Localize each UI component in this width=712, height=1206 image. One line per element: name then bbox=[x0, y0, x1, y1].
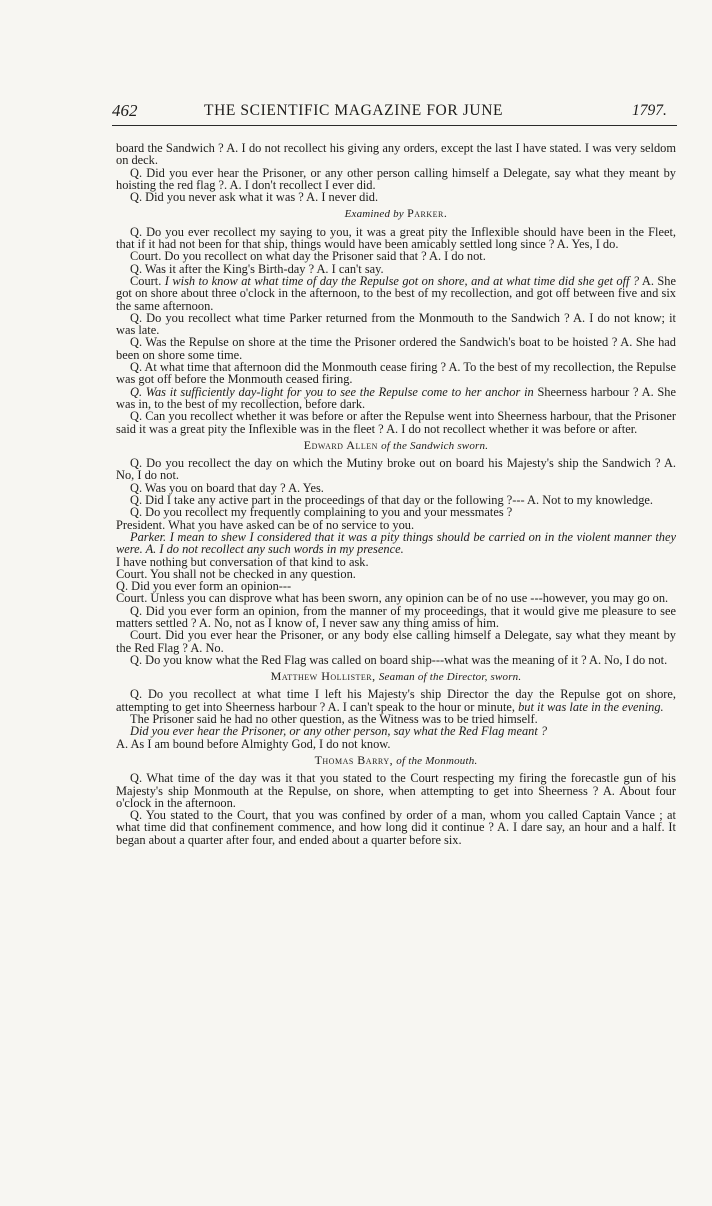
paragraph: Court. Did you ever hear the Prisoner, or any body else calling himself a Delegate, say what they meant by the Red Flag ? A. No. bbox=[116, 628, 676, 655]
section-heading bbox=[116, 670, 676, 683]
paragraph: Q. Did I take any active part in the proceedings of that day or the following ?--- A. Not to my knowledge. bbox=[130, 493, 654, 508]
answer-text: Sheerness harbour ? A. She was in, to the best of my recollection, before dark. bbox=[116, 384, 677, 411]
heading-label: of the Sandwich sworn. bbox=[381, 439, 489, 452]
paragraph: Q. You stated to the Court, that you was confined by order of a man, whom you called Captain Vance ; at what time did that confinement commence, and how long did it continue ? A. I dare say, an hour and a half. It began about a quarter after four, and ended about a quarter before six. bbox=[116, 808, 676, 847]
paragraph: Q. Do you recollect what time Parker returned from the Monmouth to the Sandwich ? A. I do not know; it was late. bbox=[116, 310, 676, 338]
paragraph: Q. Can you recollect whether it was before or after the Repulse went into Sheerness harbour, that the Prisoner said it was a great pity the Inflexible was in the fleet ? A. I do not recollect whether it was before or after. bbox=[116, 409, 676, 436]
heading-label: of the Monmouth. bbox=[396, 754, 478, 767]
speaker-label: Court. bbox=[130, 273, 162, 288]
paragraph: Q. Was the Repulse on shore at the time the Prisoner ordered the Sandwich's boat to be hoisted ? A. She had been on shore some time. bbox=[116, 335, 676, 362]
heading-name: Parker. bbox=[407, 206, 448, 221]
paragraph: Q. Did you ever form an opinion, from the manner of my proceedings, that it would give me pleasure to see matters settled ? A. No, not as I know of, I never saw any thing amiss of him. bbox=[116, 603, 676, 630]
paragraph: Q. Do you recollect my frequently complaining to you and your messmates ? bbox=[130, 505, 513, 520]
paragraph: Parker. I mean to shew I considered that it was a pity things should be carried on in the violent manner they were. A. I do not recollect any such words in my presence. bbox=[116, 529, 676, 557]
paragraph: Q. Do you recollect the day on which the Mutiny broke out on board his Majesty's ship the Sandwich ? A. No, I do not. bbox=[116, 456, 676, 483]
running-title-year: 1797. bbox=[632, 102, 667, 119]
italic-question: I wish to know at what time of day the Repulse got on shore, and at what time did she get off ? bbox=[164, 273, 640, 288]
paragraph: Q. Was it after the King's Birth-day ? A. I can't say. bbox=[130, 261, 384, 276]
paragraph: Court. You shall not be checked in any question. bbox=[116, 566, 356, 581]
section-heading bbox=[116, 439, 676, 452]
paragraph: President. What you have asked can be of no service to you. bbox=[116, 517, 415, 532]
heading-name: Matthew Hollister, bbox=[270, 669, 376, 684]
paragraph bbox=[116, 688, 676, 713]
page-header bbox=[112, 101, 677, 126]
heading-name: Edward Allen bbox=[303, 437, 378, 452]
paragraph: Q. Did you never ask what it was ? A. I never did. bbox=[130, 190, 379, 205]
paragraph: Court. Do you recollect on what day the Prisoner said that ? A. I do not. bbox=[130, 249, 486, 264]
section-heading bbox=[116, 754, 676, 767]
heading-name: Thomas Barry, bbox=[314, 752, 394, 767]
paragraph: Q. What time of the day was it that you stated to the Court respecting my firing the forecastle gun of his Majesty's ship Monmouth at the Repulse, on shore, when attempting to get into Sheerness ? A. About four o'clock in the afternoon. bbox=[116, 771, 676, 810]
answer-text: A. She got on shore about three o'clock in the afternoon, to the best of my recollection, and got off between five and six the same afternoon. bbox=[116, 273, 676, 313]
paragraph: Q. Do you know what the Red Flag was called on board ship---what was the meaning of it ? A. No, I do not. bbox=[130, 652, 668, 667]
paragraph: Q. Do you ever recollect my saying to you, it was a great pity the Inflexible should have been in the Fleet, that if it had not been for that ship, things would have been amicably settled long since ? A. Yes, I do. bbox=[116, 224, 676, 252]
paragraph: I have nothing but conversation of that kind to ask. bbox=[116, 554, 369, 569]
article-body bbox=[116, 142, 676, 846]
paragraph bbox=[116, 386, 676, 411]
paragraph: board the Sandwich ? A. I do not recollect his giving any orders, except the last I have stated. I was very seldom on deck. bbox=[116, 141, 676, 168]
paragraph: A. As I am bound before Almighty God, I do not know. bbox=[116, 736, 391, 751]
question-text: Q. Do you recollect at what time I left his Majesty's ship Director the day the Repulse got on shore, attempting to get into Sheerness harbour ? A. I can't speak to the hour or minute, bbox=[116, 687, 676, 714]
paragraph bbox=[116, 275, 676, 312]
italic-answer: but it was late in the evening. bbox=[518, 699, 664, 714]
paragraph: Q. At what time that afternoon did the Monmouth cease firing ? A. To the best of my recollection, the Repulse was got off before the Monmouth ceased firing. bbox=[116, 360, 676, 387]
paragraph: The Prisoner said he had no other question, as the Witness was to be tried himself. bbox=[130, 712, 538, 727]
paragraph: Q. Was you on board that day ? A. Yes. bbox=[130, 480, 324, 495]
running-title: THE SCIENTIFIC MAGAZINE FOR JUNE bbox=[204, 102, 504, 119]
section-heading bbox=[116, 207, 676, 220]
italic-question: Q. Was it sufficiently day-light for you to see the Repulse come to her anchor in bbox=[130, 384, 534, 399]
heading-label: Examined by bbox=[344, 208, 404, 221]
paragraph: Court. Unless you can disprove what has been sworn, any opinion can be of no use ---however, you may go on. bbox=[116, 591, 669, 606]
paragraph: Q. Did you ever hear the Prisoner, or any other person calling himself a Delegate, say what they meant by hoisting the red flag ?. A. I don't recollect I ever did. bbox=[116, 165, 676, 192]
heading-label: Seaman of the Director, sworn. bbox=[378, 671, 522, 684]
paragraph: Q. Did you ever form an opinion--- bbox=[116, 579, 292, 594]
page-number: 462 bbox=[112, 101, 138, 120]
paragraph: Did you ever hear the Prisoner, or any other person, say what the Red Flag meant ? bbox=[130, 724, 548, 739]
